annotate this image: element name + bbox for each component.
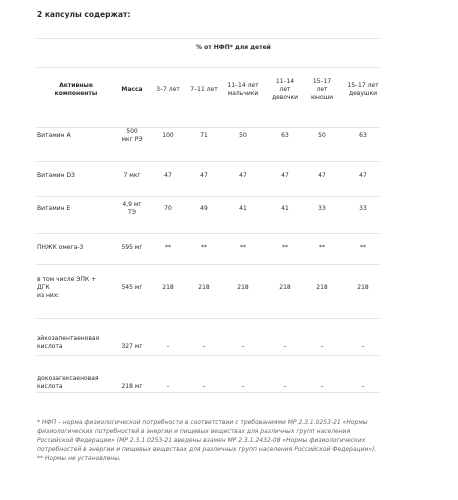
row-value: 218	[357, 284, 369, 291]
row-value: –	[283, 383, 287, 390]
row-value: 47	[359, 172, 367, 179]
column-header-age: 11–14 лет	[227, 82, 259, 89]
row-name: эйкозапентаеновая	[37, 335, 100, 342]
row-value: 49	[200, 205, 208, 212]
row-value: **	[165, 244, 171, 251]
column-header-name: компоненты	[54, 90, 98, 97]
row-value: 218	[279, 284, 291, 291]
row-divider	[37, 38, 379, 39]
row-value: **	[240, 244, 246, 251]
row-value: **	[360, 244, 366, 251]
row-value: 50	[239, 132, 247, 139]
row-value: –	[361, 383, 365, 390]
row-value: 63	[281, 132, 289, 139]
column-header-age: девочки	[271, 94, 299, 101]
column-header-mass: Масса	[121, 86, 143, 93]
row-name: ДГК	[37, 284, 50, 291]
row-value: –	[202, 383, 206, 390]
row-value: 47	[281, 172, 289, 179]
row-value: –	[166, 343, 170, 350]
row-value: 70	[164, 205, 172, 212]
row-value: **	[319, 244, 325, 251]
row-mass: мкг РЭ	[121, 136, 143, 143]
column-header-age: юноши	[310, 94, 334, 101]
row-value: 63	[359, 132, 367, 139]
row-divider	[37, 127, 379, 128]
column-header-age: 15–17 лет	[347, 82, 379, 89]
row-value: 218	[316, 284, 328, 291]
row-mass: 7 мкг	[123, 172, 141, 179]
row-divider	[37, 196, 379, 197]
row-name: Витамин D3	[37, 172, 75, 179]
footnote-line: * НФП – норма физиологической потребности в соответствии с требованиями МР 2.3.1.0253-21 «Нормы	[37, 419, 368, 426]
column-header-age: 3–7 лет	[156, 86, 180, 93]
column-header-age: 15–17	[312, 78, 332, 85]
row-value: 47	[239, 172, 247, 179]
row-value: –	[202, 343, 206, 350]
footnote-line: потребностей в энергии и пищевых веществах для различных групп населения Российской Федерации»).	[37, 446, 377, 453]
footnotes	[37, 418, 442, 463]
row-name: кислота	[37, 383, 63, 390]
section-heading: 2 капсулы содержат:	[37, 10, 131, 19]
row-divider	[37, 264, 379, 265]
row-value: –	[320, 343, 324, 350]
column-header-age: 7–11 лет	[190, 86, 218, 93]
row-value: –	[320, 383, 324, 390]
row-name: в том числе ЭПК +	[37, 276, 97, 283]
row-value: 41	[239, 205, 247, 212]
row-name: Витамин Е	[37, 205, 71, 212]
row-divider	[37, 355, 379, 356]
row-mass: 218 мг	[121, 383, 143, 390]
row-value: 41	[281, 205, 289, 212]
row-value: **	[201, 244, 207, 251]
row-divider	[37, 161, 379, 162]
row-name: докозагексаеновая	[37, 375, 99, 382]
column-header-age: девушки	[349, 90, 377, 97]
row-value: 218	[162, 284, 174, 291]
footnote-line: физиологических потребностей в энергии и пищевых веществах для различных групп населения	[37, 428, 351, 435]
column-header-name: Активные	[59, 82, 93, 89]
row-value: 218	[237, 284, 249, 291]
row-name: ПНЖК омега-3	[37, 244, 84, 251]
row-value: 47	[164, 172, 172, 179]
row-value: –	[283, 343, 287, 350]
group-header: % от НФП* для детей	[196, 44, 271, 51]
row-divider	[37, 392, 379, 393]
row-divider	[37, 318, 379, 319]
row-value: 50	[318, 132, 326, 139]
row-value: –	[241, 383, 245, 390]
row-value: –	[241, 343, 245, 350]
row-value: **	[282, 244, 288, 251]
row-value: 33	[359, 205, 367, 212]
row-value: –	[361, 343, 365, 350]
row-value: 33	[318, 205, 326, 212]
column-header-age: мальчики	[227, 90, 259, 97]
footnote-line: Российской Федерации» (МР 2.3.1.0253-21 введены взамен МР 2.3.1.2432-08 «Нормы физиологических	[37, 437, 366, 444]
row-mass: 500	[126, 128, 138, 135]
column-header-age: лет	[316, 86, 328, 93]
row-mass: 4,9 мг	[122, 201, 142, 208]
row-divider	[37, 67, 379, 68]
row-mass: 327 мг	[121, 343, 143, 350]
row-value: 47	[200, 172, 208, 179]
row-name: Витамин А	[37, 132, 71, 139]
row-mass: 545 мг	[121, 284, 143, 291]
row-value: 71	[200, 132, 208, 139]
column-header-age: лет	[279, 86, 291, 93]
row-name: кислота	[37, 343, 63, 350]
footnote-line: ** Нормы не установлены.	[37, 455, 121, 462]
row-value: 47	[318, 172, 326, 179]
row-divider	[37, 233, 379, 234]
column-header-age: 11–14	[275, 78, 295, 85]
row-value: 218	[198, 284, 210, 291]
row-value: 100	[162, 132, 174, 139]
row-value: –	[166, 383, 170, 390]
row-mass: 595 мг	[121, 244, 143, 251]
row-mass: ТЭ	[128, 209, 136, 216]
row-name: из них:	[37, 292, 60, 299]
